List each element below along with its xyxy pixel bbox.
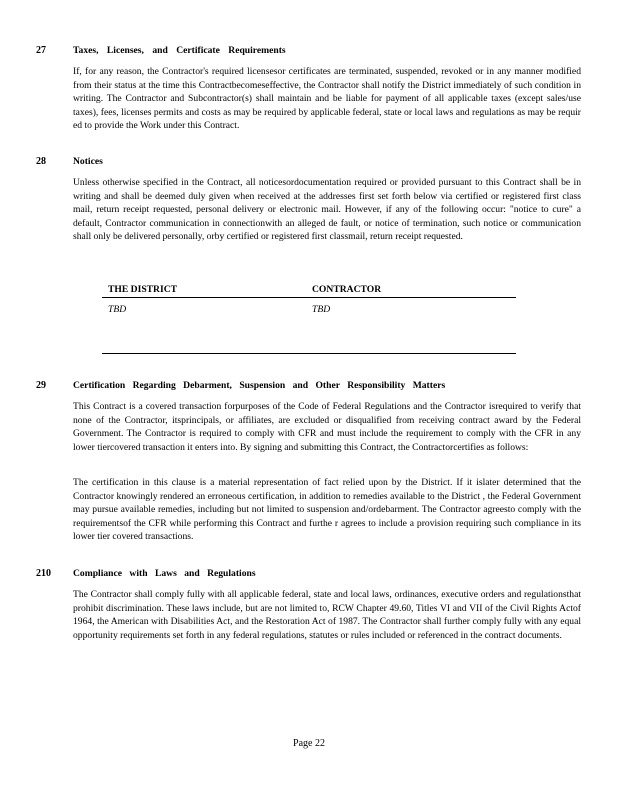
section-number: 27 xyxy=(36,45,46,56)
section-paragraph: The Contractor shall comply fully with all applicable federal, state and local laws, ordinances, executive orders and regulationsthat prohibit discrimination. These laws include, but are not limited to, RCW Chapter 49.60, Titles VI and VII of the Civil Rights Actof 1964, the American with Disabilities Act, and the Restoration Act of 1987. The Contractor shall further comply fully with any equal opportunity requirements set forth in any federal regulations, statutes or rules included or referenced in the contract documents. xyxy=(73,589,581,641)
section-paragraph: This Contract is a covered transaction forpurposes of the Code of Federal Regulations and the Contractor isrequired to verify that none of the Contractor, itsprincipals, or affiliates, are excluded or disqualified from receiving contract award by the Federal Government. The Contractor is required to comply with CFR and must include the requirement to comply with the CFR in any lower tiercovered transaction it enters into. By signing and submitting this Contract, the Contractorcertifies as follows: xyxy=(73,401,581,453)
section-title: Taxes, Licenses, and Certificate Requirements xyxy=(73,45,286,56)
contractor-header: CONTRACTOR xyxy=(312,284,382,295)
section-paragraph: If, for any reason, the Contractor's required licensesor certificates are terminated, suspended, revoked or in any manner modified from their status at the time this Contractbecomeseffective, the Contractor shall notify the District immediately of such condition in writing. The Contractor and Subcontractor(s) shall maintain and be liable for payment of all applicable taxes (except sales/use taxes), fees, licenses permits and costs as may be required by applicable federal, state or local laws and regulations as may be requir ed to provide the Work under this Contract. xyxy=(73,66,581,131)
section-paragraph: Unless otherwise specified in the Contract, all noticesordocumentation required or provided pursuant to this Contract shall be in writing and shall be deemed duly given when received at the addresses first set forth below via certified or registered first class mail, return receipt requested, personal delivery or electronic mail. However, if any of the following occur: "notice to cure" a default, Contractor communication in connectionwith an alleged de fault, or notice of termination, such notice or communication shall only be delivered personally, orby certified or registered first classmail, return receipt requested. xyxy=(73,177,581,242)
section-title: Compliance with Laws and Regulations xyxy=(73,568,256,579)
section-title: Certification Regarding Debarment, Suspension and Other Responsibility Matters xyxy=(73,380,446,391)
page-number: Page 22 xyxy=(293,738,325,749)
table-top-rule xyxy=(102,297,516,298)
section-number: 29 xyxy=(36,380,46,391)
section-number: 210 xyxy=(36,568,51,579)
section-number: 28 xyxy=(36,156,46,167)
section-title: Notices xyxy=(73,156,103,167)
district-header: THE DISTRICT xyxy=(108,284,178,295)
table-bottom-rule xyxy=(102,353,516,354)
contractor-value: TBD xyxy=(312,304,331,315)
section-paragraph: The certification in this clause is a material representation of fact relied upon by the District. If it islater determined that the Contractor knowingly rendered an erroneous certification, in addition to remedies available to the District , the Federal Government may pursue available remedies, including but not limited to suspension and/ordebarment. The Contractor agreesto comply with the requirementsof the CFR while performing this Contract and furthe r agrees to include a provision requiring such compliance in its lower tier covered transactions. xyxy=(73,477,581,542)
district-value: TBD xyxy=(108,304,127,315)
